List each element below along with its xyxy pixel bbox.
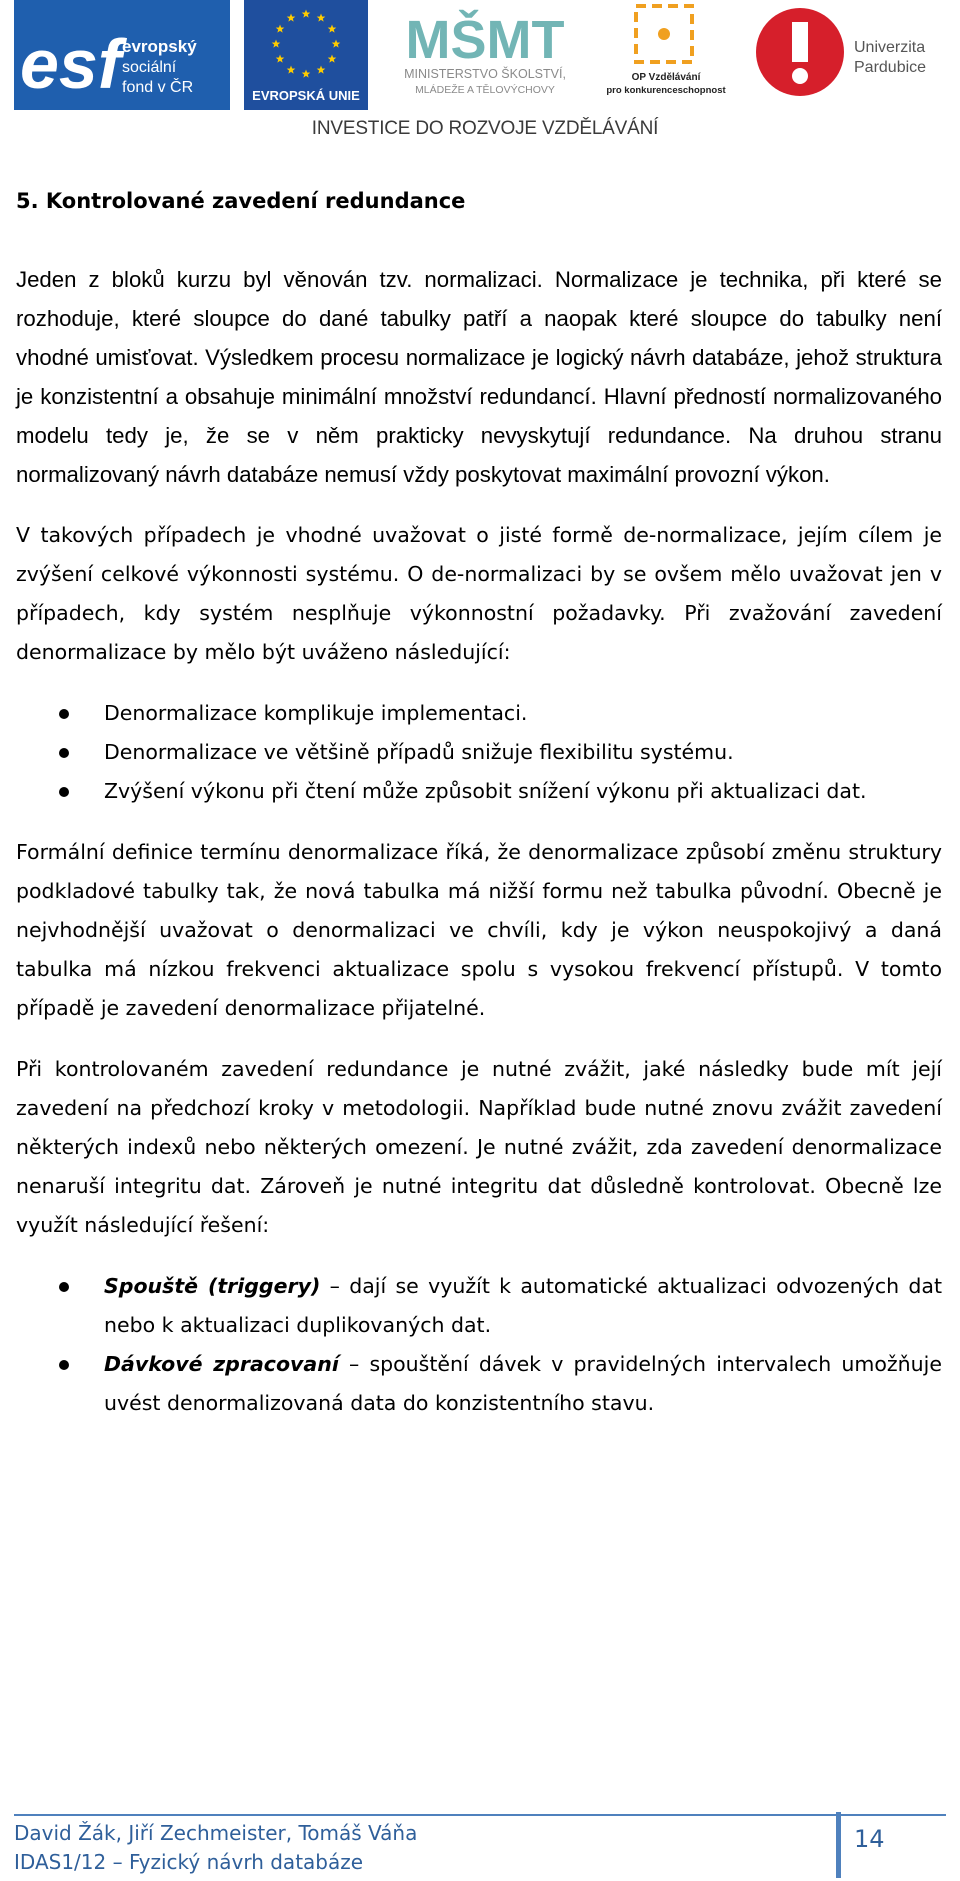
paragraph-controlled-redundancy: Při kontrolovaném zavedení redundance je nutné zvážit, jaké následky bude mít její zavedení na předchozí kroky v metodologii. Například bude nutné znovu zvážit zavedení některých indexů nebo některých omezení. Je nutné zvážit, zda zavedení denormalizace nenaruší integritu dat. Zároveň je nutné integritu dat důsledně kontrolovat. Obecně lze využít následující řešení: bbox=[16, 1057, 942, 1237]
esf-logo-line3: fond v ČR bbox=[122, 79, 194, 96]
msmt-logo bbox=[374, 0, 596, 110]
upce-logo bbox=[752, 0, 952, 110]
list-item: Denormalizace komplikuje implementaci. bbox=[16, 694, 942, 733]
footer-course: IDAS1/12 – Fyzický návrh databáze bbox=[14, 1850, 364, 1874]
bullet-icon bbox=[59, 748, 69, 758]
header-logo-strip bbox=[0, 0, 960, 150]
msmt-logo-line1: MINISTERSTVO ŠKOLSTVÍ, bbox=[404, 67, 566, 81]
bullet-list-considerations bbox=[16, 694, 942, 811]
esf-logo-line1: evropský bbox=[122, 37, 197, 56]
svg-text:MŠMT: MŠMT bbox=[405, 10, 565, 70]
bullet-list-solutions bbox=[16, 1267, 942, 1423]
term-batch: Dávkové zpracovaní bbox=[104, 1352, 339, 1376]
list-item: Denormalizace ve většině případů snižuje flexibilitu systému. bbox=[16, 733, 942, 772]
bullet-icon bbox=[59, 787, 69, 797]
opvk-logo-line2: pro konkurenceschopnost bbox=[606, 85, 726, 96]
opvk-logo-line1: OP Vzdělávání bbox=[631, 72, 701, 83]
document-body bbox=[16, 180, 942, 1445]
paragraph-formal-definition: Formální definice termínu denormalizace říká, že denormalizace způsobí změnu struktury podkladové tabulky tak, že nová tabulka má nižší formu než tabulka původní. Obecně je nejvhodnější uvažovat o denormalizaci ve chvíli, kdy je výkon neuspokojivý a daná tabulka má nízkou frekvenci aktualizace spolu s vysokou frekvencí přístupů. V tomto případě je zavedení denormalizace přijatelné. bbox=[16, 840, 942, 1020]
eu-flag-logo bbox=[244, 0, 368, 110]
paragraph-normalization: Jeden z bloků kurzu byl věnován tzv. normalizaci. Normalizace je technika, při které se rozhoduje, které sloupce do dané tabulky patří a naopak které sloupce do tabulky není vhodné umisťovat. Výsledkem procesu normalizace je logický návrh databáze, jehož struktura je konzistentní a obsahuje minimální množství redundancí. Hlavní předností normalizovaného modelu tedy je, že se v něm prakticky nevyskytují redundance. Na druhou stranu normalizovaný návrh databáze nemusí vždy poskytovat maximální provozní výkon. bbox=[16, 267, 942, 487]
list-item: Dávkové zpracovaní – spouštění dávek v pravidelných intervalech umožňuje uvést denormalizovaná data do konzistentního stavu. bbox=[16, 1345, 942, 1423]
list-item: Spouště (triggery) – dají se využít k automatické aktualizaci odvozených dat nebo k aktualizaci duplikovaných dat. bbox=[16, 1267, 942, 1345]
paragraph-denormalization: V takových případech je vhodné uvažovat o jisté formě de-normalizace, jejím cílem je zvýšení celkové výkonnosti systému. O de-normalizaci by se ovšem mělo uvažovat jen v případech, kdy systém nesplňuje výkonnostní požadavky. Při zvažování zavedení denormalizace by mělo být uváženo následující: bbox=[16, 523, 942, 664]
investice-tagline: INVESTICE DO ROZVOJE VZDĚLÁVÁNÍ bbox=[311, 118, 659, 139]
bullet-icon bbox=[59, 1282, 69, 1292]
svg-text:esf: esf bbox=[20, 25, 122, 103]
footer-page-separator bbox=[836, 1812, 841, 1878]
bullet-icon bbox=[59, 1360, 69, 1370]
page-number: 14 bbox=[854, 1825, 885, 1853]
footer-divider bbox=[14, 1814, 946, 1816]
esf-logo-line2: sociální bbox=[122, 59, 177, 76]
opvk-logo bbox=[600, 0, 740, 110]
esf-logo bbox=[14, 0, 230, 110]
eu-logo-text: EVROPSKÁ UNIE bbox=[252, 88, 360, 103]
upce-logo-line2: Pardubice bbox=[854, 59, 927, 76]
msmt-logo-line2: MLÁDEŽE A TĚLOVÝCHOVY bbox=[415, 84, 555, 96]
term-triggers: Spouště (triggery) bbox=[104, 1274, 321, 1298]
list-item: Zvýšení výkonu při čtení může způsobit snížení výkonu při aktualizaci dat. bbox=[16, 772, 942, 811]
bullet-icon bbox=[59, 709, 69, 719]
upce-logo-line1: Univerzita bbox=[854, 39, 926, 56]
footer-authors: David Žák, Jiří Zechmeister, Tomáš Váňa bbox=[14, 1821, 418, 1845]
section-heading: 5. Kontrolované zavedení redundance bbox=[16, 189, 466, 213]
